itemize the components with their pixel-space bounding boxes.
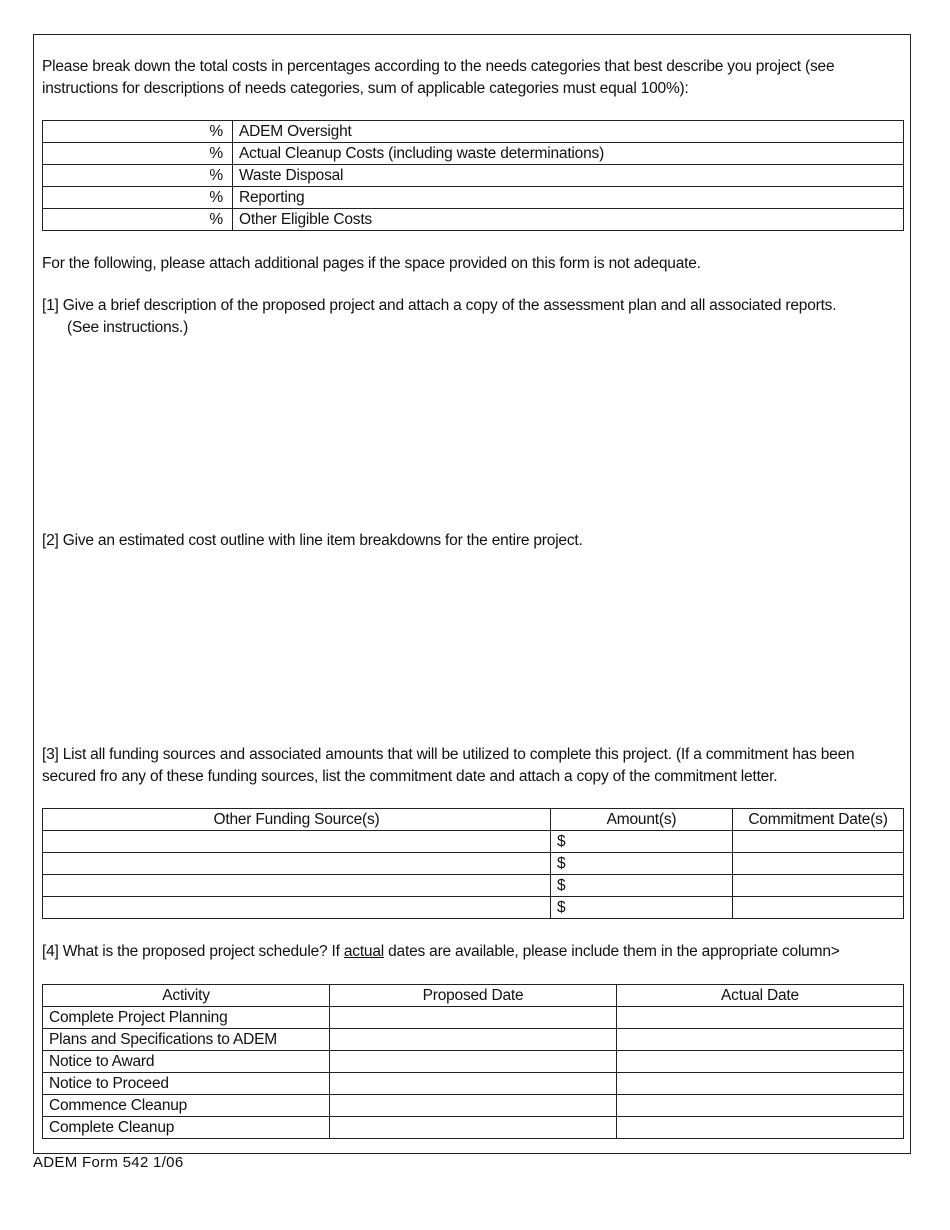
commitment-date-field[interactable] <box>733 831 904 853</box>
proposed-date-field[interactable] <box>330 1051 617 1073</box>
column-header-source: Other Funding Source(s) <box>43 809 551 831</box>
table-row <box>43 143 904 165</box>
question-3-line-2: secured fro any of these funding sources, list the commitment date and attach a copy of the commitment letter. <box>42 768 778 785</box>
actual-date-field[interactable] <box>617 1029 904 1051</box>
actual-date-field[interactable] <box>617 1051 904 1073</box>
table-row <box>43 897 904 919</box>
table-row <box>43 121 904 143</box>
funding-source-field[interactable] <box>43 875 551 897</box>
funding-source-field[interactable] <box>43 831 551 853</box>
activity-label: Commence Cleanup <box>43 1095 330 1117</box>
table-row <box>43 1051 904 1073</box>
question-4 <box>42 941 840 963</box>
category-label: Waste Disposal <box>233 165 904 187</box>
category-label: Reporting <box>233 187 904 209</box>
percent-field[interactable]: % <box>43 143 233 165</box>
category-label: ADEM Oversight <box>233 121 904 143</box>
actual-date-field[interactable] <box>617 1073 904 1095</box>
table-row <box>43 187 904 209</box>
table-row <box>43 209 904 231</box>
proposed-date-field[interactable] <box>330 1073 617 1095</box>
table-header-row <box>43 809 904 831</box>
table-row <box>43 1073 904 1095</box>
percent-field[interactable]: % <box>43 165 233 187</box>
amount-field[interactable]: $ <box>551 831 733 853</box>
question-4-emphasis: actual <box>343 943 385 960</box>
activity-label: Plans and Specifications to ADEM <box>43 1029 330 1051</box>
funding-source-field[interactable] <box>43 853 551 875</box>
commitment-date-field[interactable] <box>733 897 904 919</box>
proposed-date-field[interactable] <box>330 1007 617 1029</box>
attach-note: For the following, please attach additional pages if the space provided on this form is not adequate. <box>42 255 701 272</box>
table-header-row <box>43 985 904 1007</box>
percent-field[interactable]: % <box>43 209 233 231</box>
column-header-actual-date: Actual Date <box>617 985 904 1007</box>
cost-category-table <box>42 120 904 231</box>
column-header-amount: Amount(s) <box>551 809 733 831</box>
actual-date-field[interactable] <box>617 1095 904 1117</box>
activity-label: Notice to Proceed <box>43 1073 330 1095</box>
column-header-commitment-date: Commitment Date(s) <box>733 809 904 831</box>
category-label: Other Eligible Costs <box>233 209 904 231</box>
category-label: Actual Cleanup Costs (including waste determinations) <box>233 143 904 165</box>
table-row <box>43 1095 904 1117</box>
column-header-proposed-date: Proposed Date <box>330 985 617 1007</box>
table-row <box>43 1029 904 1051</box>
form-footer: ADEM Form 542 1/06 <box>33 1154 184 1171</box>
question-4-suffix: dates are available, please include them in the appropriate column> <box>384 943 840 960</box>
table-row <box>43 1117 904 1139</box>
amount-field[interactable]: $ <box>551 875 733 897</box>
amount-field[interactable]: $ <box>551 897 733 919</box>
activity-label: Complete Cleanup <box>43 1117 330 1139</box>
proposed-date-field[interactable] <box>330 1095 617 1117</box>
percent-field[interactable]: % <box>43 121 233 143</box>
question-2-answer-area[interactable] <box>42 558 904 738</box>
funding-source-field[interactable] <box>43 897 551 919</box>
question-1-line-2: (See instructions.) <box>67 319 189 336</box>
question-3-line-1: [3] List all funding sources and associated amounts that will be utilized to complete this project. (If a commitment has been <box>42 746 855 763</box>
activity-label: Notice to Award <box>43 1051 330 1073</box>
table-row <box>43 1007 904 1029</box>
question-1-line-1: [1] Give a brief description of the proposed project and attach a copy of the assessment plan and all associated reports. <box>42 297 837 314</box>
question-1-answer-area[interactable] <box>42 345 904 520</box>
commitment-date-field[interactable] <box>733 853 904 875</box>
table-row <box>43 853 904 875</box>
question-2: [2] Give an estimated cost outline with line item breakdowns for the entire project. <box>42 532 583 549</box>
commitment-date-field[interactable] <box>733 875 904 897</box>
project-schedule-table <box>42 984 904 1139</box>
table-row <box>43 875 904 897</box>
actual-date-field[interactable] <box>617 1117 904 1139</box>
intro-line-2: instructions for descriptions of needs categories, sum of applicable categories must equal 100%): <box>42 80 689 97</box>
intro-line-1: Please break down the total costs in percentages according to the needs categories that best describe you project (see <box>42 58 835 75</box>
amount-field[interactable]: $ <box>551 853 733 875</box>
table-row <box>43 831 904 853</box>
percent-field[interactable]: % <box>43 187 233 209</box>
question-4-prefix: [4] What is the proposed project schedule? If <box>42 943 344 960</box>
activity-label: Complete Project Planning <box>43 1007 330 1029</box>
proposed-date-field[interactable] <box>330 1117 617 1139</box>
proposed-date-field[interactable] <box>330 1029 617 1051</box>
table-row <box>43 165 904 187</box>
actual-date-field[interactable] <box>617 1007 904 1029</box>
column-header-activity: Activity <box>43 985 330 1007</box>
funding-sources-table <box>42 808 904 919</box>
